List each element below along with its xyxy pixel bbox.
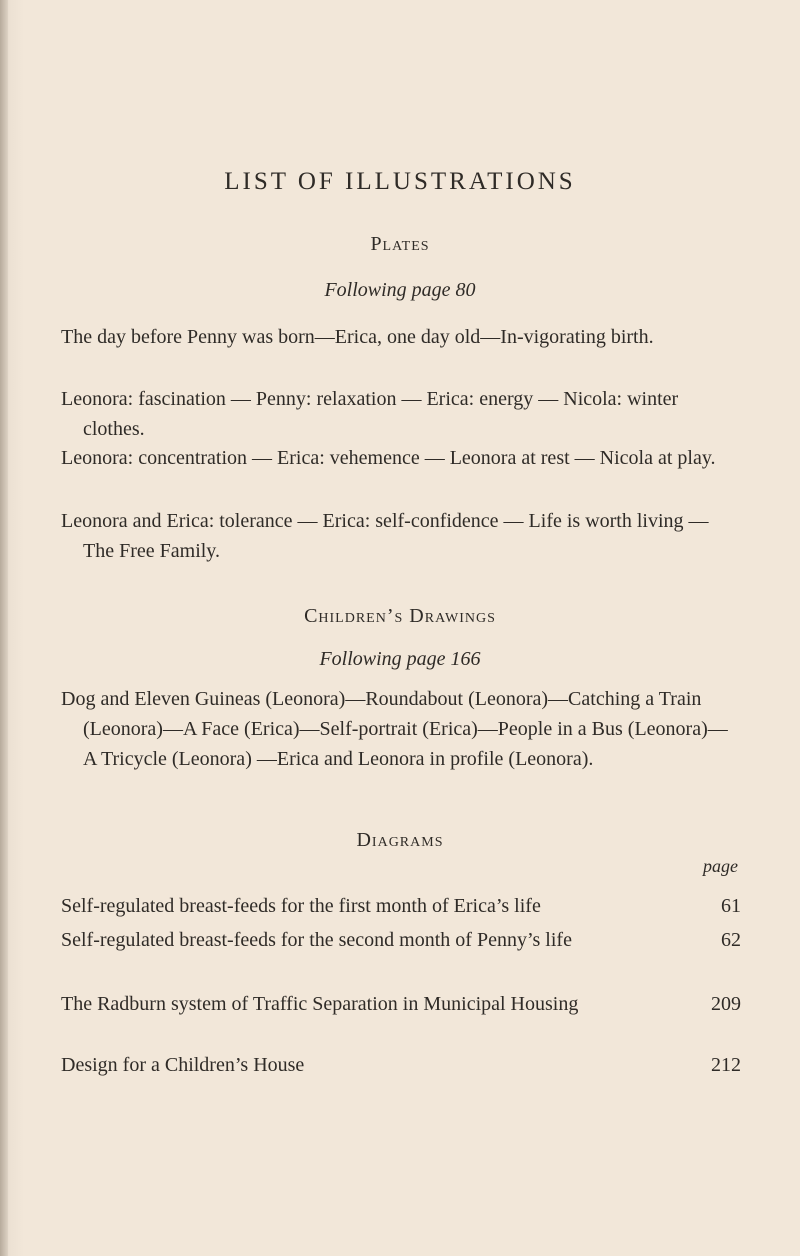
diagram-page-number: 212 bbox=[711, 1054, 741, 1076]
diagram-title: Self-regulated breast-feeds for the first month of Erica’s life bbox=[61, 895, 541, 917]
diagrams-heading: Diagrams bbox=[356, 829, 444, 851]
diagram-title: Design for a Children’s House bbox=[61, 1054, 305, 1076]
plates-heading: Plates bbox=[370, 233, 430, 255]
plate-entry-2: Leonora: fascination — Penny: relaxation — Erica: energy — Nicola: winter clothes. bbox=[61, 388, 679, 440]
diagram-page-number: 62 bbox=[721, 929, 741, 951]
page-title: LIST OF ILLUSTRATIONS bbox=[224, 168, 576, 195]
drawings-subheading: Following page 166 bbox=[319, 648, 481, 670]
plates-subheading: Following page 80 bbox=[324, 279, 476, 301]
diagram-entry-2 bbox=[61, 925, 741, 955]
plate-entry-3: Leonora: concentration — Erica: vehemence — Leonora at rest — Nicola at play. bbox=[61, 447, 716, 469]
drawings-heading: Children’s Drawings bbox=[304, 605, 496, 627]
diagram-title: Self-regulated breast-feeds for the second month of Penny’s life bbox=[61, 929, 572, 951]
diagram-title: The Radburn system of Traffic Separation in Municipal Housing bbox=[61, 993, 579, 1015]
diagram-page-number: 209 bbox=[711, 993, 741, 1015]
diagram-entry-3 bbox=[61, 989, 741, 1019]
plate-entry-4: Leonora and Erica: tolerance — Erica: self-confidence — Life is worth living — The Free Family. bbox=[61, 510, 709, 562]
diagrams-page-label: page bbox=[703, 856, 738, 876]
diagram-entry-4 bbox=[61, 1050, 741, 1080]
plate-entry-1: The day before Penny was born—Erica, one day old—In-vigorating birth. bbox=[61, 326, 654, 348]
diagram-entry-1 bbox=[61, 891, 741, 921]
diagram-page-number: 61 bbox=[721, 895, 741, 917]
drawing-entry-1: Dog and Eleven Guineas (Leonora)—Roundabout (Leonora)—Catching a Train (Leonora)—A Face (Erica)—Self-portrait (Erica)—People in a Bus (Leonora)—A Tricycle (Leonora) —Erica and Leonora in profile (Leonora). bbox=[61, 688, 728, 770]
